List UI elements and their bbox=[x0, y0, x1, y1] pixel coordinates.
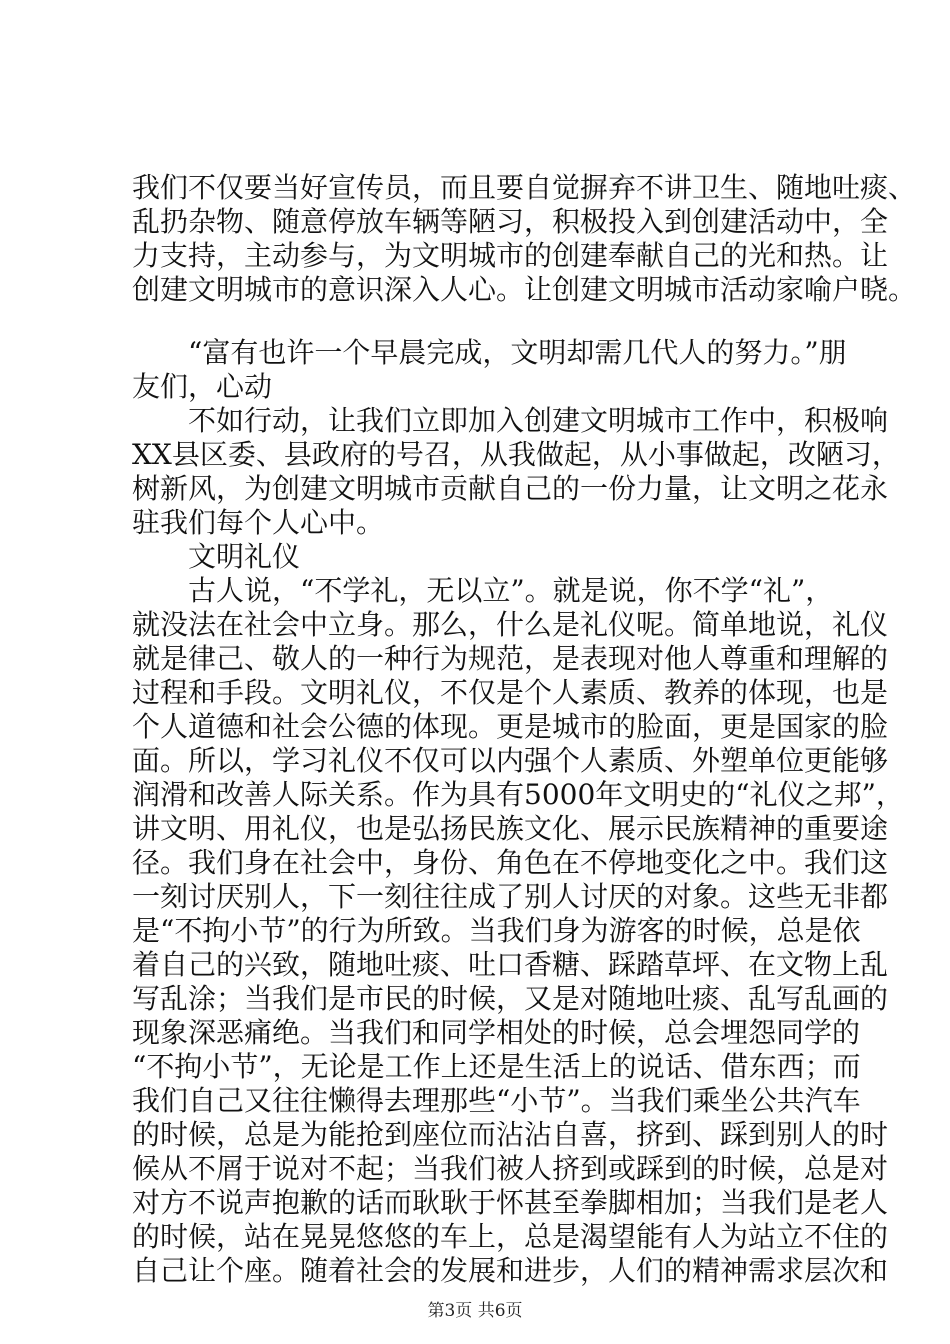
paragraph-line: 一刻讨厌别人，下一刻往往成了别人讨厌的对象。这些无非都 bbox=[132, 880, 889, 913]
paragraph-line: 面。所以，学习礼仪不仅可以内强个人素质、外塑单位更能够 bbox=[132, 744, 889, 777]
paragraph-line: 树新风，为创建文明城市贡献自己的一份力量，让文明之花永 bbox=[132, 472, 889, 505]
paragraph-line: 的时候，站在晃晃悠悠的车上，总是渴望能有人为站立不住的 bbox=[132, 1220, 889, 1253]
paragraph-line: 乱扔杂物、随意停放车辆等陋习，积极投入到创建活动中，全 bbox=[132, 205, 889, 238]
paragraph-line: XX县区委、县政府的号召，从我做起，从小事做起，改陋习， bbox=[132, 438, 900, 471]
paragraph-line: 过程和手段。文明礼仪，不仅是个人素质、教养的体现，也是 bbox=[132, 676, 889, 709]
paragraph-line: 现象深恶痛绝。当我们和同学相处的时候，总会埋怨同学的 bbox=[132, 1016, 861, 1049]
section-heading: 文明礼仪 bbox=[188, 540, 301, 573]
paragraph-line: 我们自己又往往懒得去理那些“小节”。当我们乘坐公共汽车 bbox=[132, 1084, 861, 1117]
paragraph-line: 古人说，“不学礼，无以立”。就是说，你不学“礼”， bbox=[188, 574, 834, 607]
paragraph-line: 的时候，总是为能抢到座位而沾沾自喜，挤到、踩到别人的时 bbox=[132, 1118, 889, 1151]
paragraph-line: 自己让个座。随着社会的发展和进步，人们的精神需求层次和 bbox=[132, 1254, 889, 1287]
page-number: 第3页 共6页 bbox=[427, 1301, 523, 1321]
quote-line: 友们，心动 bbox=[132, 370, 273, 403]
paragraph-line: 创建文明城市的意识深入人心。让创建文明城市活动家喻户晓。 bbox=[132, 273, 917, 306]
paragraph-line: 是“不拘小节”的行为所致。当我们身为游客的时候，总是依 bbox=[132, 914, 861, 947]
paragraph-line: 写乱涂；当我们是市民的时候，又是对随地吐痰、乱写乱画的 bbox=[132, 982, 889, 1015]
paragraph-line: 径。我们身在社会中，身份、角色在不停地变化之中。我们这 bbox=[132, 846, 889, 879]
paragraph-line: 就是律己、敬人的一种行为规范，是表现对他人尊重和理解的 bbox=[132, 642, 889, 675]
paragraph-line: 不如行动，让我们立即加入创建文明城市工作中，积极响 bbox=[188, 404, 889, 437]
quote-line: “富有也许一个早晨完成，文明却需几代人的努力。”朋 bbox=[188, 336, 847, 369]
paragraph-line: 力支持，主动参与，为文明城市的创建奉献自己的光和热。让 bbox=[132, 239, 889, 272]
paragraph-line: 就没法在社会中立身。那么，什么是礼仪呢。简单地说，礼仪 bbox=[132, 608, 889, 641]
paragraph-line: 润滑和改善人际关系。作为具有5000年文明史的“礼仪之邦”， bbox=[132, 778, 904, 811]
paragraph-line: 候从不屑于说对不起；当我们被人挤到或踩到的时候，总是对 bbox=[132, 1152, 889, 1185]
paragraph-line: 对方不说声抱歉的话而耿耿于怀甚至拳脚相加；当我们是老人 bbox=[132, 1186, 889, 1219]
paragraph-line: 个人道德和社会公德的体现。更是城市的脸面，更是国家的脸 bbox=[132, 710, 889, 743]
paragraph-line: 着自己的兴致，随地吐痰、吐口香糖、踩踏草坪、在文物上乱 bbox=[132, 948, 889, 981]
paragraph-line: “不拘小节”，无论是工作上还是生活上的说话、借东西；而 bbox=[132, 1050, 861, 1083]
paragraph-line: 驻我们每个人心中。 bbox=[132, 506, 385, 539]
paragraph-line: 我们不仅要当好宣传员，而且要自觉摒弃不讲卫生、随地吐痰、 bbox=[132, 171, 917, 204]
paragraph-line: 讲文明、用礼仪，也是弘扬民族文化、展示民族精神的重要途 bbox=[132, 812, 889, 845]
